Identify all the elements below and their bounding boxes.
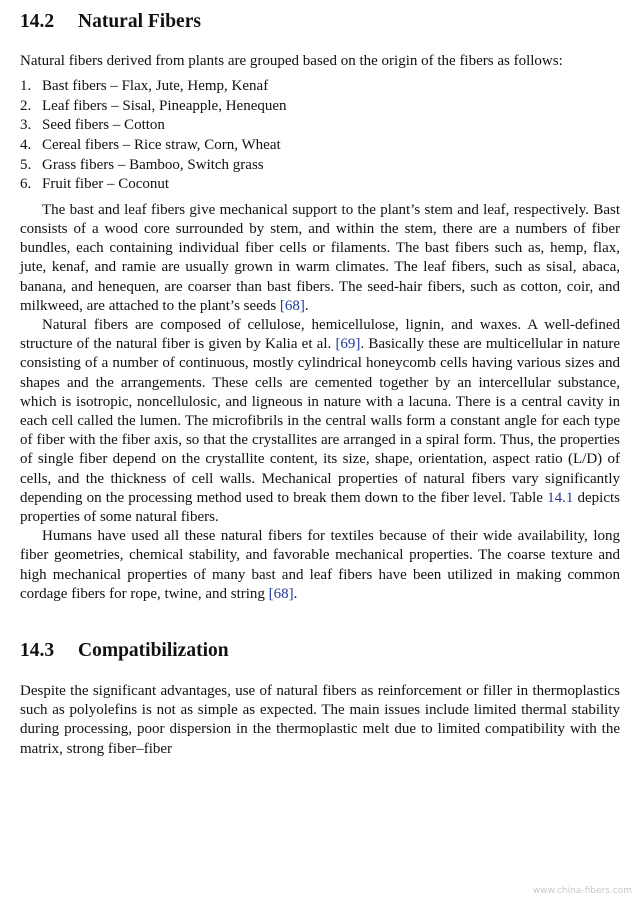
body-paragraph-3 <box>20 527 620 604</box>
intro-paragraph: Natural fibers derived from plants are grouped based on the origin of the fibers as follows: <box>20 53 563 69</box>
section-heading-14-2 <box>20 10 620 34</box>
list-text: Bast fibers – Flax, Jute, Hemp, Kenaf <box>42 78 269 95</box>
paragraph-end: . <box>304 297 309 314</box>
watermark: www.china-fibers.com <box>532 886 632 896</box>
section-number: 14.2 <box>20 11 55 32</box>
list-text: Leaf fibers – Sisal, Pineapple, Henequen <box>42 97 287 114</box>
paragraph-text: depicts properties of some natural fibers. <box>20 489 620 526</box>
paragraph-end: . <box>293 585 298 602</box>
list-item <box>20 175 620 195</box>
list-number: 4. <box>20 136 32 153</box>
section-title: Compatibilization <box>78 640 229 662</box>
body-paragraph-4: Despite the significant advantages, use of natural fibers as reinforcement or filler in thermoplastics such as polyolefins is not as simple as expected. The main issues include limited thermal stability during processing, poor dispersion in the thermoplastic melt due to limited compatibility with the matrix, strong fiber–fiber <box>20 683 620 757</box>
list-text: Cereal fibers – Rice straw, Corn, Wheat <box>42 136 281 153</box>
paragraph-text: The bast and leaf fibers give mechanical support to the plant’s stem and leaf, respectively. Bast consists of a wood core surrounded by stem, and within the stem, there are a numbers of fiber bundles, each containing individual fiber cells or filaments. The bast fibers such as, hemp, flax, jute, kenaf, and ramie are usually grown in warm climates. The leaf fibers, such as sisal, abaca, banana, and henequen, are coarser than bast fibers. The seed-hair fibers, such as cotton, coir, and milkweed, are attached to the plant’s seeds <box>20 201 620 314</box>
list-number: 2. <box>20 97 32 114</box>
list-text: Grass fibers – Bamboo, Switch grass <box>42 156 264 173</box>
list-item <box>20 136 620 156</box>
list-number: 5. <box>20 156 32 173</box>
list-number: 1. <box>20 78 32 95</box>
list-item <box>20 116 620 136</box>
list-item <box>20 97 620 117</box>
section-heading-14-3 <box>20 639 620 663</box>
paragraph-text: Natural fibers are composed of cellulose, hemicellulose, lignin, and waxes. A well-defined structure of the natural fiber is given by Kalia et al. <box>20 316 620 353</box>
body-paragraph-2 <box>20 316 620 527</box>
paragraph-text: . Basically these are multicellular in nature consisting of a number of continuous, mostly cylindrical honeycomb cells having various sizes and shapes and the arrangements. These cells are cemented together by an intercellular substance, which is isotropic, noncellulosic, and ligneous in nature with a lacuna. There is a central cavity in each cell called the lumen. The microfibrils in the central walls form a constant angle for each type of fiber with the fiber axis, so that the crystallites are arranged in a spiral form. Thus, the properties of single fiber depend on the crystallite content, its size, shape, orientation, aspect ratio (L/D) of cells, and the thickness of cell walls. Mechanical properties of natural fibers vary significantly depending on the processing method used to break them down to the fiber level. Table <box>20 336 620 506</box>
fiber-list <box>20 77 620 195</box>
section-number: 14.3 <box>20 640 55 662</box>
table-reference-link[interactable]: 14.1 <box>547 489 574 506</box>
list-item <box>20 77 620 97</box>
section-title: Natural Fibers <box>78 11 201 32</box>
list-text: Seed fibers – Cotton <box>42 117 165 134</box>
list-number: 3. <box>20 117 32 134</box>
body-paragraph-1 <box>20 201 620 316</box>
list-item <box>20 156 620 176</box>
citation-link[interactable]: [68] <box>268 585 294 602</box>
citation-link[interactable]: [69] <box>335 336 361 353</box>
list-text: Fruit fiber – Coconut <box>42 176 170 193</box>
list-number: 6. <box>20 176 32 193</box>
paragraph-text: Humans have used all these natural fibers for textiles because of their wide availability, long fiber geometries, chemical stability, and favorable mechanical properties. The coarse texture and high mechanical properties of many bast and leaf fibers have been utilized in making common cordage fibers for rope, twine, and string <box>20 528 620 602</box>
citation-link[interactable]: [68] <box>279 297 305 314</box>
